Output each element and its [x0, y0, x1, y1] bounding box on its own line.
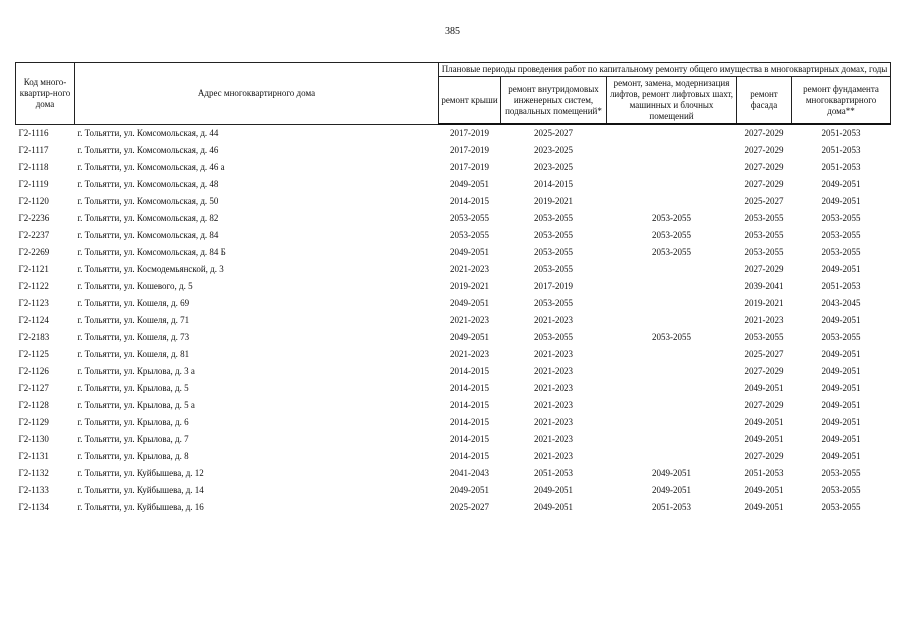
- table-row: [16, 329, 891, 346]
- cell-address: г. Тольятти, ул. Крылова, д. 8: [77, 451, 189, 461]
- cell-code: Г2-1131: [18, 451, 49, 461]
- cell-roof: 2025-2027: [450, 502, 489, 512]
- cell-address: г. Тольятти, ул. Кошеля, д. 81: [77, 349, 190, 359]
- header-code: Код много-квартир-ного дома: [16, 63, 75, 125]
- cell-foundation: 2051-2053: [821, 281, 861, 291]
- header-facade: ремонт фасада: [737, 77, 792, 125]
- cell-systems: 2053-2055: [534, 264, 573, 274]
- cell-code: Г2-1134: [18, 502, 49, 512]
- cell-lifts: [607, 448, 737, 465]
- cell-systems: 2023-2025: [534, 145, 573, 155]
- cell-code: Г2-2183: [18, 332, 50, 342]
- cell-foundation: 2043-2045: [821, 298, 861, 308]
- cell-code: Г2-1130: [18, 434, 49, 444]
- cell-roof: 2021-2023: [450, 264, 489, 274]
- cell-address: г. Тольятти, ул. Куйбышева, д. 16: [77, 502, 204, 512]
- cell-code: Г2-1121: [18, 264, 49, 274]
- cell-facade: 2027-2029: [744, 366, 784, 376]
- cell-lifts: 2049-2051: [652, 468, 691, 478]
- cell-lifts: 2053-2055: [652, 213, 691, 223]
- cell-facade: 2027-2029: [744, 179, 784, 189]
- cell-systems: 2021-2023: [534, 349, 573, 359]
- cell-roof: 2041-2043: [450, 468, 489, 478]
- cell-facade: 2027-2029: [744, 400, 784, 410]
- cell-facade: 2053-2055: [744, 332, 784, 342]
- table-row: [16, 142, 891, 159]
- cell-lifts: [607, 159, 737, 176]
- table-row: [16, 380, 891, 397]
- table-row: [16, 193, 891, 210]
- cell-systems: 2021-2023: [534, 400, 573, 410]
- cell-address: г. Тольятти, ул. Комсомольская, д. 46 а: [77, 162, 225, 172]
- cell-facade: 2039-2041: [744, 281, 784, 291]
- cell-roof: 2053-2055: [450, 230, 489, 240]
- cell-systems: 2053-2055: [534, 230, 573, 240]
- table-row: [16, 312, 891, 329]
- cell-facade: 2051-2053: [744, 468, 784, 478]
- cell-facade: 2027-2029: [744, 451, 784, 461]
- cell-facade: 2027-2029: [744, 145, 784, 155]
- header-address: Адрес многоквартирного дома: [75, 63, 439, 125]
- capital-repair-table: [15, 62, 891, 516]
- table-row: [16, 261, 891, 278]
- table-row: [16, 363, 891, 380]
- cell-lifts: 2053-2055: [652, 332, 691, 342]
- cell-code: Г2-1119: [18, 179, 49, 189]
- cell-foundation: 2049-2051: [821, 366, 861, 376]
- cell-address: г. Тольятти, ул. Крылова, д. 7: [77, 434, 189, 444]
- cell-code: Г2-2237: [18, 230, 50, 240]
- cell-facade: 2025-2027: [744, 349, 784, 359]
- cell-roof: 2053-2055: [450, 213, 489, 223]
- cell-facade: 2053-2055: [744, 230, 784, 240]
- cell-lifts: 2051-2053: [652, 502, 691, 512]
- cell-foundation: 2051-2053: [821, 128, 861, 138]
- table-row: [16, 124, 891, 142]
- cell-facade: 2049-2051: [744, 383, 784, 393]
- cell-foundation: 2049-2051: [821, 400, 861, 410]
- cell-roof: 2017-2019: [450, 128, 489, 138]
- cell-roof: 2021-2023: [450, 349, 489, 359]
- header-foundation: ремонт фундамента многоквартирного дома**: [792, 77, 891, 125]
- cell-lifts: [607, 124, 737, 142]
- cell-facade: 2025-2027: [744, 196, 784, 206]
- cell-systems: 2017-2019: [534, 281, 573, 291]
- cell-facade: 2027-2029: [744, 264, 784, 274]
- cell-address: г. Тольятти, ул. Комсомольская, д. 46: [77, 145, 219, 155]
- cell-lifts: [607, 278, 737, 295]
- cell-code: Г2-1120: [18, 196, 49, 206]
- cell-facade: 2027-2029: [744, 128, 784, 138]
- cell-code: Г2-1116: [18, 127, 49, 138]
- cell-roof: 2014-2015: [450, 451, 489, 461]
- cell-foundation: 2053-2055: [821, 230, 861, 240]
- cell-foundation: 2049-2051: [821, 417, 861, 427]
- table-row: [16, 278, 891, 295]
- cell-address: г. Тольятти, ул. Куйбышева, д. 14: [77, 485, 204, 495]
- cell-address: г. Тольятти, ул. Комсомольская, д. 84 Б: [77, 247, 226, 257]
- cell-foundation: 2051-2053: [821, 145, 861, 155]
- cell-code: Г2-1122: [18, 281, 49, 291]
- table-row: [16, 397, 891, 414]
- cell-systems: 2021-2023: [534, 451, 573, 461]
- cell-address: г. Тольятти, ул. Крылова, д. 3 а: [77, 366, 195, 376]
- table-row: [16, 176, 891, 193]
- cell-systems: 2053-2055: [534, 298, 573, 308]
- cell-systems: 2021-2023: [534, 383, 573, 393]
- cell-foundation: 2053-2055: [821, 485, 861, 495]
- cell-code: Г2-1127: [18, 383, 49, 393]
- cell-systems: 2053-2055: [534, 247, 573, 257]
- cell-lifts: [607, 414, 737, 431]
- cell-address: г. Тольятти, ул. Комсомольская, д. 82: [77, 213, 219, 223]
- cell-roof: 2049-2051: [450, 485, 489, 495]
- cell-code: Г2-2236: [18, 213, 50, 223]
- table-row: [16, 499, 891, 516]
- cell-roof: 2049-2051: [450, 179, 489, 189]
- cell-code: Г2-2269: [18, 247, 50, 257]
- cell-roof: 2014-2015: [450, 400, 489, 410]
- cell-systems: 2019-2021: [534, 196, 573, 206]
- cell-roof: 2017-2019: [450, 162, 489, 172]
- cell-address: г. Тольятти, ул. Крылова, д. 5: [77, 383, 189, 393]
- header-roof: ремонт крыши: [439, 77, 501, 125]
- cell-lifts: [607, 176, 737, 193]
- cell-roof: 2021-2023: [450, 315, 489, 325]
- table-row: [16, 414, 891, 431]
- cell-foundation: 2053-2055: [821, 247, 861, 257]
- cell-foundation: 2051-2053: [821, 162, 861, 172]
- cell-systems: 2049-2051: [534, 502, 573, 512]
- cell-lifts: 2049-2051: [652, 485, 691, 495]
- cell-lifts: 2053-2055: [652, 230, 691, 240]
- cell-systems: 2049-2051: [534, 485, 573, 495]
- cell-address: г. Тольятти, ул. Комсомольская, д. 50: [77, 196, 219, 206]
- cell-address: г. Тольятти, ул. Крылова, д. 5 а: [77, 400, 195, 410]
- table-row: [16, 295, 891, 312]
- cell-address: г. Тольятти, ул. Комсомольская, д. 84: [77, 230, 219, 240]
- table-header: [16, 63, 891, 125]
- cell-lifts: [607, 431, 737, 448]
- cell-systems: 2021-2023: [534, 366, 573, 376]
- cell-roof: 2049-2051: [450, 298, 489, 308]
- cell-facade: 2049-2051: [744, 485, 784, 495]
- cell-facade: 2053-2055: [744, 213, 784, 223]
- table-row: [16, 465, 891, 482]
- cell-code: Г2-1129: [18, 417, 49, 427]
- cell-code: Г2-1118: [18, 162, 49, 172]
- cell-foundation: 2049-2051: [821, 349, 861, 359]
- cell-foundation: 2049-2051: [821, 434, 861, 444]
- cell-lifts: [607, 312, 737, 329]
- cell-roof: 2014-2015: [450, 383, 489, 393]
- cell-code: Г2-1117: [18, 145, 49, 155]
- cell-address: г. Тольятти, ул. Кошеля, д. 73: [77, 332, 190, 342]
- cell-foundation: 2053-2055: [821, 502, 861, 512]
- cell-facade: 2019-2021: [744, 298, 784, 308]
- cell-foundation: 2049-2051: [821, 179, 861, 189]
- cell-lifts: [607, 295, 737, 312]
- cell-foundation: 2049-2051: [821, 264, 861, 274]
- cell-facade: 2049-2051: [744, 502, 784, 512]
- cell-systems: 2053-2055: [534, 332, 573, 342]
- cell-lifts: [607, 193, 737, 210]
- cell-foundation: 2053-2055: [821, 213, 861, 223]
- cell-foundation: 2053-2055: [821, 468, 861, 478]
- cell-roof: 2019-2021: [450, 281, 489, 291]
- cell-roof: 2049-2051: [450, 332, 489, 342]
- cell-systems: 2021-2023: [534, 434, 573, 444]
- header-systems: ремонт внутридомовых инженерных систем, подвальных помещений*: [501, 77, 607, 125]
- table-row: [16, 448, 891, 465]
- cell-facade: 2049-2051: [744, 434, 784, 444]
- cell-address: г. Тольятти, ул. Комсомольская, д. 44: [77, 127, 219, 138]
- cell-systems: 2053-2055: [534, 213, 573, 223]
- cell-foundation: 2049-2051: [821, 451, 861, 461]
- cell-foundation: 2049-2051: [821, 315, 861, 325]
- cell-systems: 2021-2023: [534, 417, 573, 427]
- cell-address: г. Тольятти, ул. Кошевого, д. 5: [77, 281, 193, 291]
- table-row: [16, 482, 891, 499]
- cell-code: Г2-1123: [18, 298, 49, 308]
- cell-code: Г2-1126: [18, 366, 49, 376]
- cell-roof: 2014-2015: [450, 417, 489, 427]
- table-body: [16, 124, 891, 516]
- cell-lifts: [607, 261, 737, 278]
- cell-roof: 2014-2015: [450, 196, 489, 206]
- cell-systems: 2025-2027: [534, 128, 573, 138]
- cell-lifts: [607, 380, 737, 397]
- table-row: [16, 431, 891, 448]
- cell-code: Г2-1124: [18, 315, 49, 325]
- table-row: [16, 210, 891, 227]
- cell-facade: 2053-2055: [744, 247, 784, 257]
- cell-roof: 2014-2015: [450, 434, 489, 444]
- table-row: [16, 244, 891, 261]
- header-group: Плановые периоды проведения работ по капитальному ремонту общего имущества в многоквартирных домах, годы: [439, 63, 891, 77]
- header-lifts: ремонт, замена, модернизация лифтов, ремонт лифтовых шахт, машинных и блочных помещений: [607, 77, 737, 125]
- cell-lifts: [607, 363, 737, 380]
- cell-lifts: [607, 142, 737, 159]
- cell-foundation: 2053-2055: [821, 332, 861, 342]
- page-number: 385: [445, 26, 460, 37]
- table-row: [16, 346, 891, 363]
- cell-systems: 2051-2053: [534, 468, 573, 478]
- cell-lifts: 2053-2055: [652, 247, 691, 257]
- cell-address: г. Тольятти, ул. Куйбышева, д. 12: [77, 468, 204, 478]
- cell-systems: 2023-2025: [534, 162, 573, 172]
- cell-roof: 2014-2015: [450, 366, 489, 376]
- cell-facade: 2021-2023: [744, 315, 784, 325]
- cell-address: г. Тольятти, ул. Кошеля, д. 71: [77, 315, 190, 325]
- cell-code: Г2-1128: [18, 400, 49, 410]
- table-row: [16, 227, 891, 244]
- cell-systems: 2014-2015: [534, 179, 573, 189]
- cell-address: г. Тольятти, ул. Кошеля, д. 69: [77, 298, 190, 308]
- cell-facade: 2027-2029: [744, 162, 784, 172]
- cell-code: Г2-1133: [18, 485, 49, 495]
- table-row: [16, 159, 891, 176]
- cell-code: Г2-1132: [18, 468, 49, 478]
- cell-address: г. Тольятти, ул. Космодемьянской, д. 3: [77, 264, 224, 274]
- cell-lifts: [607, 397, 737, 414]
- cell-address: г. Тольятти, ул. Комсомольская, д. 48: [77, 179, 219, 189]
- cell-code: Г2-1125: [18, 349, 49, 359]
- cell-foundation: 2049-2051: [821, 196, 861, 206]
- cell-lifts: [607, 346, 737, 363]
- cell-roof: 2017-2019: [450, 145, 489, 155]
- cell-roof: 2049-2051: [450, 247, 489, 257]
- cell-systems: 2021-2023: [534, 315, 573, 325]
- cell-foundation: 2049-2051: [821, 383, 861, 393]
- cell-address: г. Тольятти, ул. Крылова, д. 6: [77, 417, 189, 427]
- cell-facade: 2049-2051: [744, 417, 784, 427]
